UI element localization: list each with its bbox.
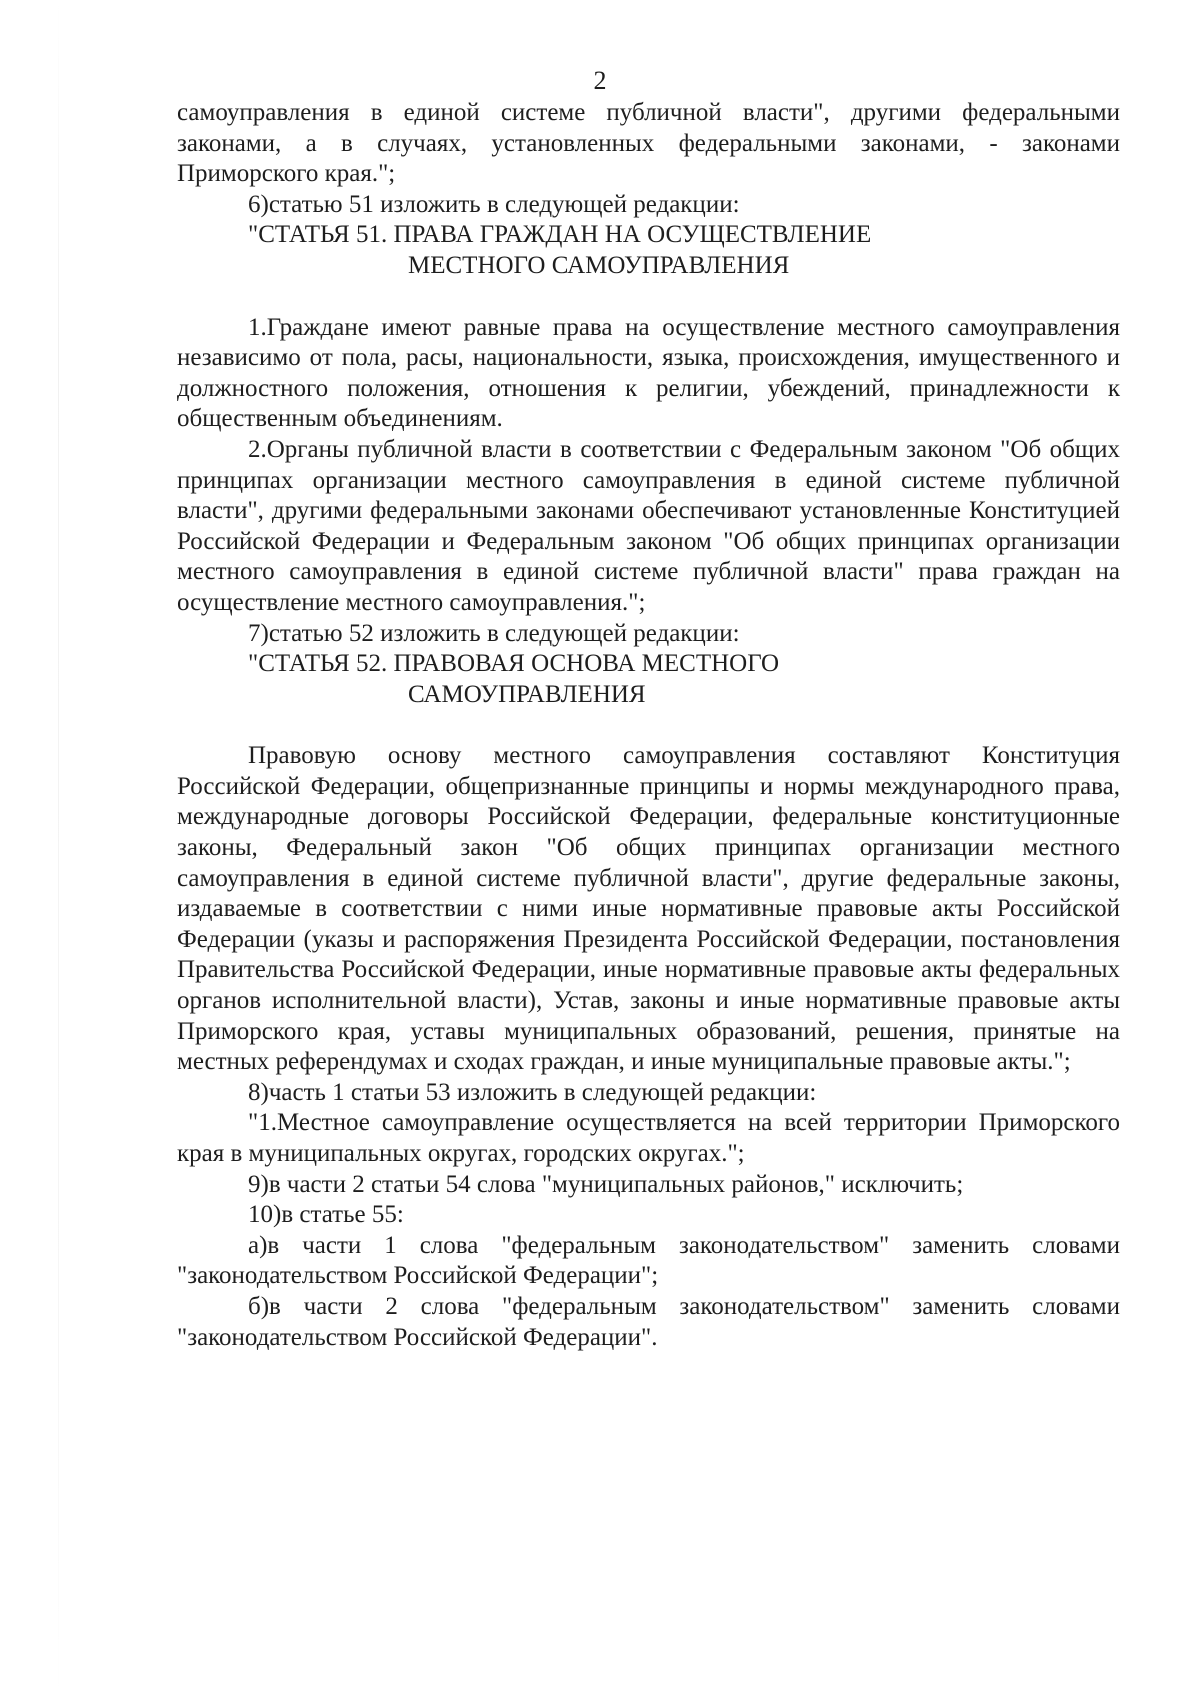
article-51-heading-line2: МЕСТНОГО САМОУПРАВЛЕНИЯ <box>408 251 790 279</box>
document-body <box>177 98 1120 1353</box>
article-51-heading <box>177 220 1120 281</box>
blank-line <box>177 710 1120 741</box>
item-7-intro: 7)статью 52 изложить в следующей редакции: <box>248 619 740 647</box>
item-10-intro: 10)в статье 55: <box>248 1201 404 1229</box>
page-number: 2 <box>593 66 607 95</box>
paragraph-continuation: самоуправления в единой системе публичной власти", другими федеральными законами, а в случаях, установленных федеральными законами, - законами Приморского края."; <box>177 99 1120 188</box>
scan-edge-line <box>58 0 59 1698</box>
item-8-intro: 8)часть 1 статьи 53 изложить в следующей редакции: <box>248 1078 817 1106</box>
item-10-b: б)в части 2 слова "федеральным законодательством" заменить словами "законодательством Российской Федерации". <box>177 1292 1120 1351</box>
item-10-a: а)в части 1 слова "федеральным законодательством" заменить словами "законодательством Российской Федерации"; <box>177 1231 1120 1290</box>
article-51-heading-line1: "СТАТЬЯ 51. ПРАВА ГРАЖДАН НА ОСУЩЕСТВЛЕНИЕ <box>248 221 872 249</box>
article-53-part-1: "1.Местное самоуправление осуществляется на всей территории Приморского края в муниципальных округах, городских округах."; <box>177 1109 1120 1167</box>
article-52-heading-line1: "СТАТЬЯ 52. ПРАВОВАЯ ОСНОВА МЕСТНОГО <box>248 650 780 678</box>
article-52-heading <box>177 649 1120 710</box>
blank-line <box>177 282 1120 313</box>
item-9: 9)в части 2 статьи 54 слова "муниципальных районов," исключить; <box>248 1170 964 1198</box>
article-52-heading-line2: САМОУПРАВЛЕНИЯ <box>408 680 646 708</box>
article-52-text: Правовую основу местного самоуправления составляют Конституция Российской Федерации, общепризнанные принципы и нормы международного права, международные договоры Российской Федерации, федеральные конституционные законы, Федеральный закон "Об общих принципах организации местного самоуправления в единой системе публичной власти", другие федеральные законы, издаваемые в соответствии с ними иные нормативные правовые акты Российской Федерации (указы и распоряжения Президента Российской Федерации, постановления Правительства Российской Федерации, иные нормативные правовые акты федеральных органов исполнительной власти), Устав, законы и иные нормативные правовые акты Приморского края, уставы муниципальных образований, решения, принятые на местных референдумах и сходах граждан, и иные муниципальные правовые акты."; <box>177 742 1120 1076</box>
item-6-intro: 6)статью 51 изложить в следующей редакции: <box>248 190 740 218</box>
article-51-part-2: 2.Органы публичной власти в соответствии с Федеральным законом "Об общих принципах организации местного самоуправления в единой системе публичной власти", другими федеральными законами обеспечивают установленные Конституцией Российской Федерации и Федеральным законом "Об общих принципах организации местного самоуправления в единой системе публичной власти" права граждан на осуществление местного самоуправления."; <box>177 435 1120 616</box>
article-51-part-1: 1.Граждане имеют равные права на осуществление местного самоуправления независимо от пола, расы, национальности, языка, происхождения, имущественного и должностного положения, отношения к религии, убеждений, принадлежности к общественным объединениям. <box>177 313 1120 433</box>
